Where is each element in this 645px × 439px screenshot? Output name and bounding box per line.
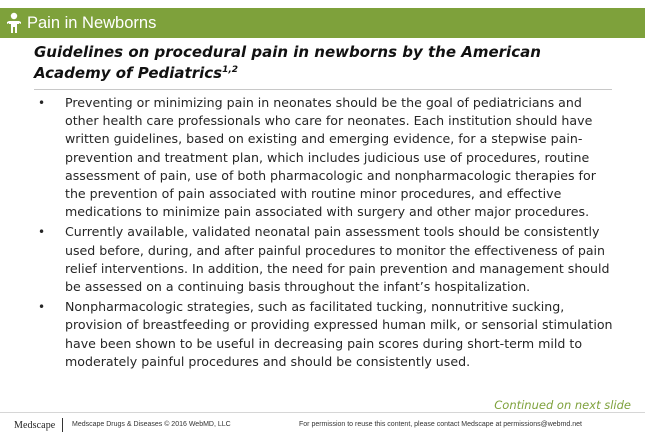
copyright-text: Medscape Drugs & Diseases © 2016 WebMD, LLC [72, 421, 231, 428]
section-heading [34, 42, 619, 84]
continued-note: Continued on next slide [494, 398, 631, 412]
footer-divider [0, 412, 645, 413]
slide-title: Pain in Newborns [27, 14, 157, 32]
bullet-dot: • [38, 225, 46, 240]
bullet-item [36, 298, 616, 371]
baby-icon [6, 12, 22, 34]
bullet-dot: • [38, 300, 46, 315]
bullet-item [36, 223, 616, 296]
bullet-item [36, 94, 616, 221]
heading-citation: 1,2 [222, 65, 239, 75]
bullet-text: Nonpharmacologic strategies, such as facilitated tucking, nonnutritive sucking, provision of breastfeeding or providing expressed human milk, or sensorial stimulation have been shown to be useful in decreasing pain scores during short-term mild to moderately painful procedures and should be consistently used. [65, 299, 613, 369]
medscape-logo: Medscape [14, 420, 56, 431]
heading-text: Guidelines on procedural pain in newborns by the American Academy of Pediatrics [34, 43, 541, 82]
bullet-dot: • [38, 96, 46, 110]
bullet-text: Currently available, validated neonatal pain assessment tools should be consistently used before, during, and after painful procedures to monitor the effectiveness of pain relief interventions. In addition, the need for pain prevention and management should be assessed on a continuing basis throughout the infant’s hospitalization. [65, 224, 610, 295]
footer-separator [62, 418, 63, 432]
bullet-list [36, 94, 616, 373]
slide-footer [0, 414, 645, 439]
permission-text: For permission to reuse this content, please contact Medscape at permissions@webmd.net [299, 421, 582, 428]
heading-divider [34, 89, 612, 90]
slide-header [0, 8, 645, 38]
bullet-text: Preventing or minimizing pain in neonates should be the goal of pediatricians and other health care professionals who care for neonates. Each institution should have written guidelines, based on existing and emerging evidence, for a stepwise pain-prevention and treatment plan, which includes judicious use of procedures, routine assessment of pain, use of both pharmacologic and nonpharmacologic therapies for the prevention of pain associated with routine minor procedures, and effective medications to minimize pain associated with surgery and other major procedures. [65, 95, 596, 220]
